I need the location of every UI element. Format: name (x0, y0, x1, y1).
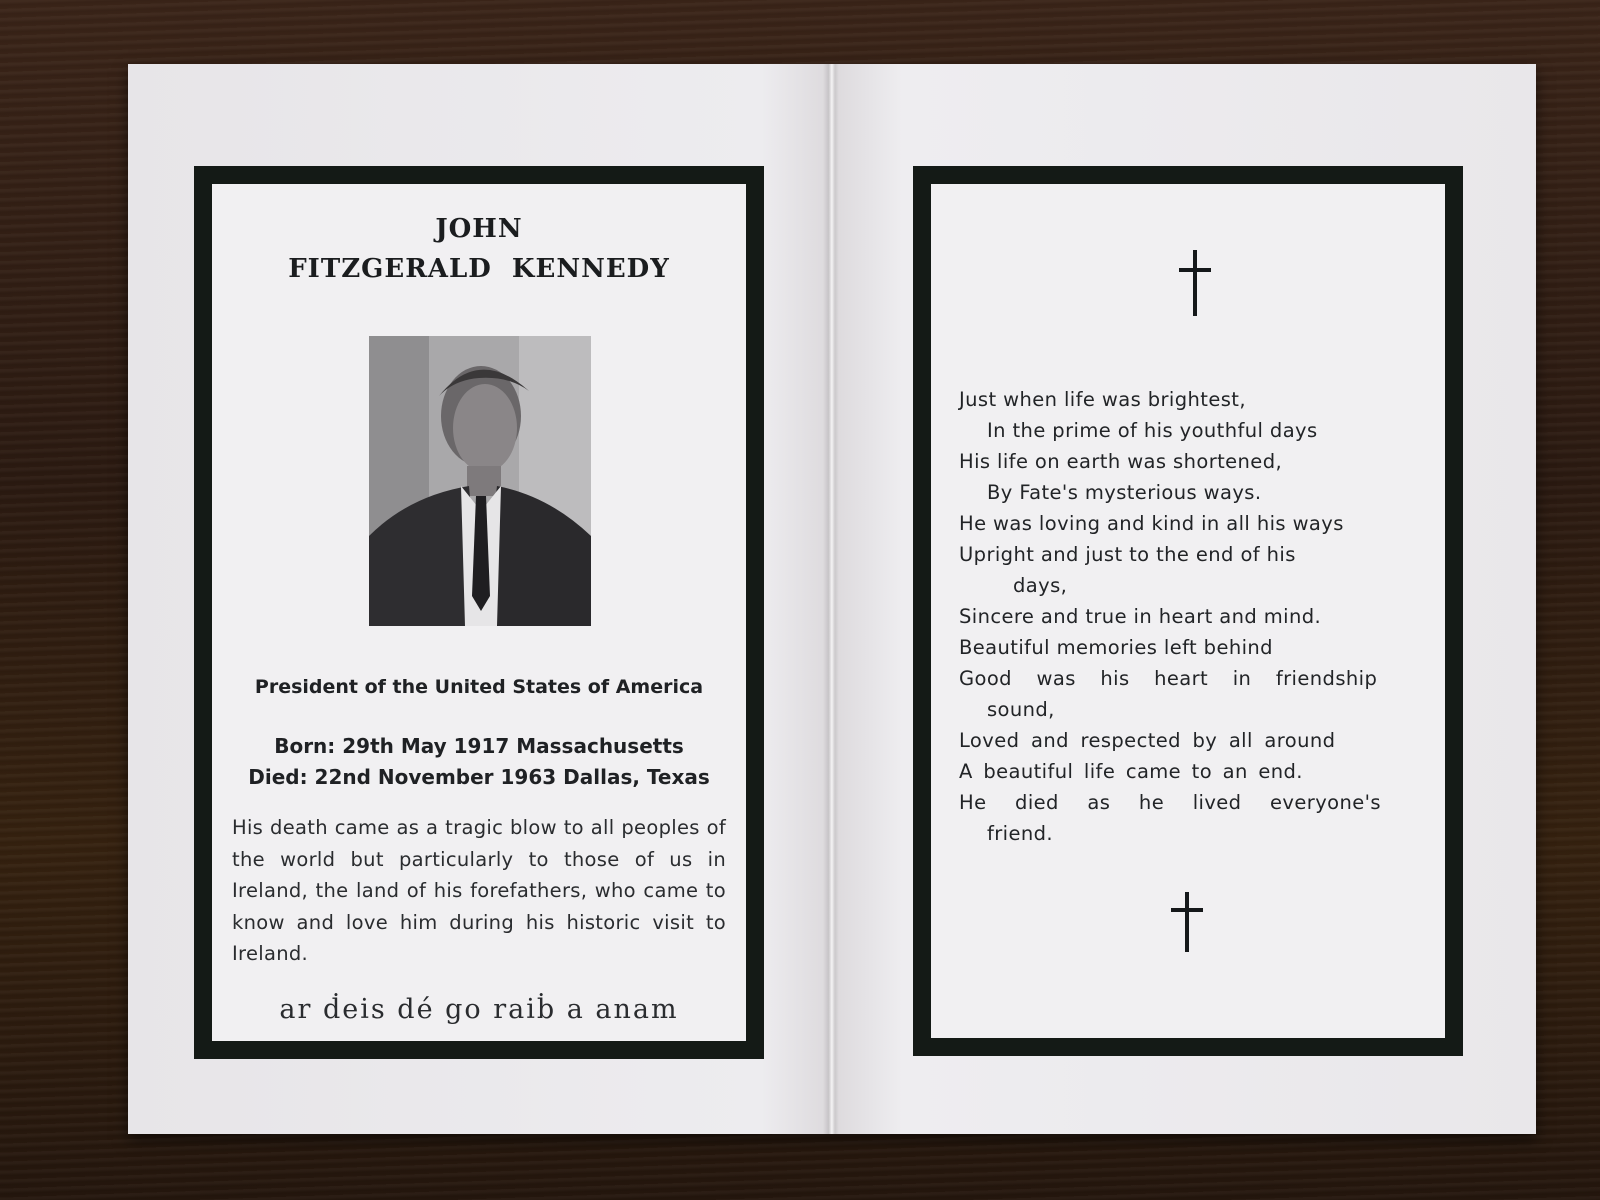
born-date: Born: 29th May 1917 Massachusetts (274, 734, 684, 758)
poem-line: Good was his heart in friendship (959, 667, 1378, 690)
left-panel (194, 166, 764, 1059)
name-line-1: JOHN (435, 214, 523, 244)
poem-line: He was loving and kind in all his ways (959, 512, 1344, 535)
irish-blessing: ar ḋeis dé go raiḃ a anam (279, 994, 679, 1025)
poem-line: sound, (987, 698, 1055, 721)
name-line-2: FITZGERALD KENNEDY (288, 254, 670, 284)
card-fold (823, 64, 839, 1134)
poem-line: By Fate's mysterious ways. (987, 481, 1262, 504)
memorial-poem (959, 384, 1419, 849)
poem-line: A beautiful life came to an end. (959, 760, 1303, 783)
cross-icon (1177, 250, 1213, 321)
poem-line: He died as he lived everyone's (959, 791, 1381, 814)
memorial-card (128, 64, 1536, 1134)
poem-line: Beautiful memories left behind (959, 636, 1273, 659)
died-date: Died: 22nd November 1963 Dallas, Texas (248, 765, 710, 789)
president-title: President of the United States of America (254, 676, 704, 698)
poem-line: His life on earth was shortened, (959, 450, 1283, 473)
poem-line: friend. (987, 822, 1054, 845)
poem-line: Just when life was brightest, (959, 388, 1246, 411)
poem-line: Sincere and true in heart and mind. (959, 605, 1322, 628)
poem-line: Upright and just to the end of his (959, 543, 1296, 566)
tribute-text: His death came as a tragic blow to all peoples of the world but particularly to those of us in Ireland, the land of his forefathers, who came to know and love him during his historic visit to Ireland. (232, 816, 726, 965)
poem-line: In the prime of his youthful days (987, 419, 1318, 442)
poem-line: days, (1013, 574, 1068, 597)
portrait-illustration (369, 336, 591, 626)
right-panel (913, 166, 1463, 1056)
cross-icon (1169, 892, 1205, 957)
portrait-photo (369, 336, 591, 626)
poem-line: Loved and respected by all around (959, 729, 1336, 752)
